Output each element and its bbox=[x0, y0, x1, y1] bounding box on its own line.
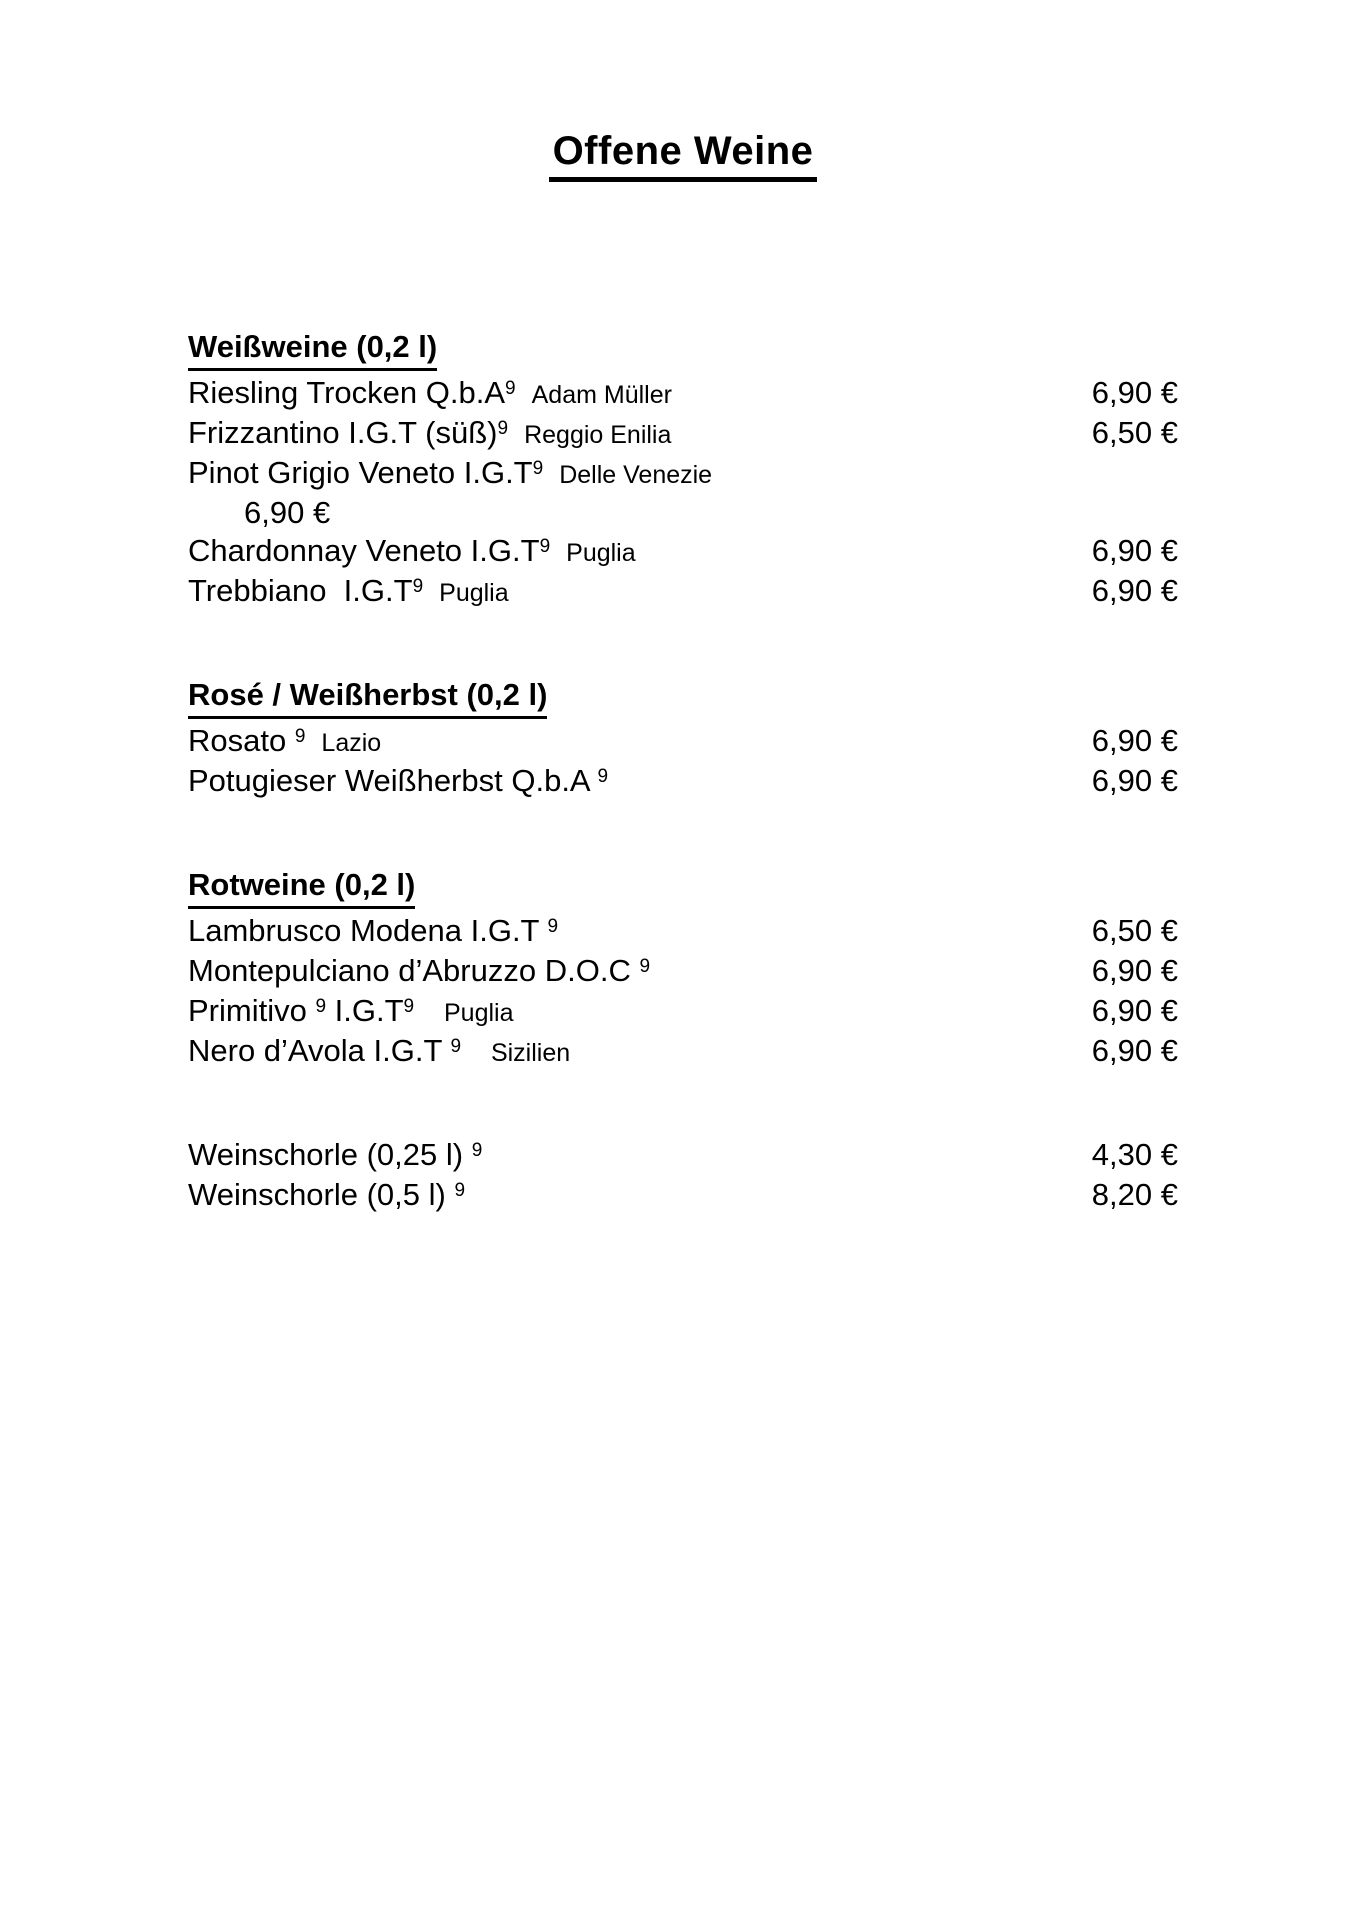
footnote-sup: 9 bbox=[294, 726, 306, 747]
item-name: Montepulciano d’Abruzzo D.O.C bbox=[188, 953, 640, 988]
menu-item-row bbox=[188, 912, 1178, 952]
item-region: Lazio bbox=[321, 729, 382, 757]
title-area bbox=[0, 0, 1366, 182]
section-heading bbox=[188, 866, 1178, 909]
footnote-sup: 9 bbox=[497, 418, 509, 439]
item-name-2: I.G.T bbox=[326, 993, 404, 1028]
section-rose-weissherbst bbox=[188, 676, 1178, 802]
footnote-sup: 9 bbox=[539, 536, 551, 557]
item-price: 8,20 € bbox=[1091, 1177, 1178, 1212]
item-region: Adam Müller bbox=[531, 381, 672, 409]
item-name: Riesling Trocken Q.b.A bbox=[188, 375, 506, 410]
section-heading-text: Weißweine (0,2 l) bbox=[188, 328, 437, 371]
item-price: 4,30 € bbox=[1091, 1137, 1178, 1172]
footnote-sup: 9 bbox=[639, 956, 651, 977]
section-rotweine bbox=[188, 866, 1178, 1072]
item-price: 6,90 € bbox=[1091, 1033, 1178, 1068]
section-weissweine bbox=[188, 328, 1178, 612]
item-name: Rosato bbox=[188, 723, 295, 758]
item-price: 6,90 € bbox=[1091, 375, 1178, 410]
item-price-wrapped: 6,90 € bbox=[244, 495, 331, 530]
footnote-sup: 9 bbox=[403, 996, 415, 1017]
item-name: Frizzantino I.G.T (süß) bbox=[188, 415, 498, 450]
menu-item-row bbox=[188, 722, 1178, 762]
item-name: Weinschorle (0,25 l) bbox=[188, 1137, 472, 1172]
menu-item-row bbox=[188, 414, 1178, 454]
item-name: Chardonnay Veneto I.G.T bbox=[188, 533, 540, 568]
item-price: 6,90 € bbox=[1091, 533, 1178, 568]
menu-item-row bbox=[188, 532, 1178, 572]
section-heading-text: Rotweine (0,2 l) bbox=[188, 866, 415, 909]
page-title: Offene Weine bbox=[549, 128, 818, 182]
footnote-sup: 9 bbox=[454, 1180, 466, 1201]
menu-item-row bbox=[188, 992, 1178, 1032]
item-region: Reggio Enilia bbox=[524, 421, 672, 449]
item-name: Weinschorle (0,5 l) bbox=[188, 1177, 455, 1212]
menu-item-row bbox=[188, 952, 1178, 992]
footnote-sup: 9 bbox=[532, 458, 544, 479]
menu-item-row bbox=[188, 572, 1178, 612]
section-weinschorle bbox=[188, 1136, 1178, 1216]
menu-item-row bbox=[188, 762, 1178, 802]
menu-item-row bbox=[188, 374, 1178, 414]
item-name: Nero d’Avola I.G.T bbox=[188, 1033, 451, 1068]
item-price: 6,90 € bbox=[1091, 763, 1178, 798]
item-region: Sizilien bbox=[477, 1039, 571, 1067]
footnote-sup: 9 bbox=[450, 1036, 462, 1057]
item-region: Puglia bbox=[439, 579, 509, 607]
item-region: Puglia bbox=[566, 539, 636, 567]
item-price: 6,50 € bbox=[1091, 913, 1178, 948]
item-price: 6,50 € bbox=[1091, 415, 1178, 450]
item-price: 6,90 € bbox=[1091, 573, 1178, 608]
item-region: Puglia bbox=[430, 999, 514, 1027]
item-price: 6,90 € bbox=[1091, 723, 1178, 758]
item-price: 6,90 € bbox=[1091, 953, 1178, 988]
menu-item-row bbox=[188, 454, 1178, 494]
menu-content bbox=[188, 328, 1178, 1216]
footnote-sup: 9 bbox=[547, 916, 559, 937]
menu-item-row bbox=[188, 1136, 1178, 1176]
section-heading bbox=[188, 328, 1178, 371]
footnote-sup: 9 bbox=[471, 1140, 483, 1161]
menu-item-row bbox=[188, 1176, 1178, 1216]
item-name: Lambrusco Modena I.G.T bbox=[188, 913, 548, 948]
section-heading bbox=[188, 676, 1178, 719]
item-name: Trebbiano I.G.T bbox=[188, 573, 413, 608]
menu-item-row bbox=[188, 1032, 1178, 1072]
footnote-sup: 9 bbox=[505, 378, 516, 399]
item-name: Potugieser Weißherbst Q.b.A bbox=[188, 763, 598, 798]
footnote-sup: 9 bbox=[315, 996, 327, 1017]
footnote-sup: 9 bbox=[412, 576, 424, 597]
item-region: Delle Venezie bbox=[559, 461, 713, 489]
section-heading-text: Rosé / Weißherbst (0,2 l) bbox=[188, 676, 547, 719]
item-name: Pinot Grigio Veneto I.G.T bbox=[188, 455, 533, 490]
item-name: Primitivo bbox=[188, 993, 316, 1028]
footnote-sup: 9 bbox=[597, 766, 609, 787]
item-price: 6,90 € bbox=[1091, 993, 1178, 1028]
